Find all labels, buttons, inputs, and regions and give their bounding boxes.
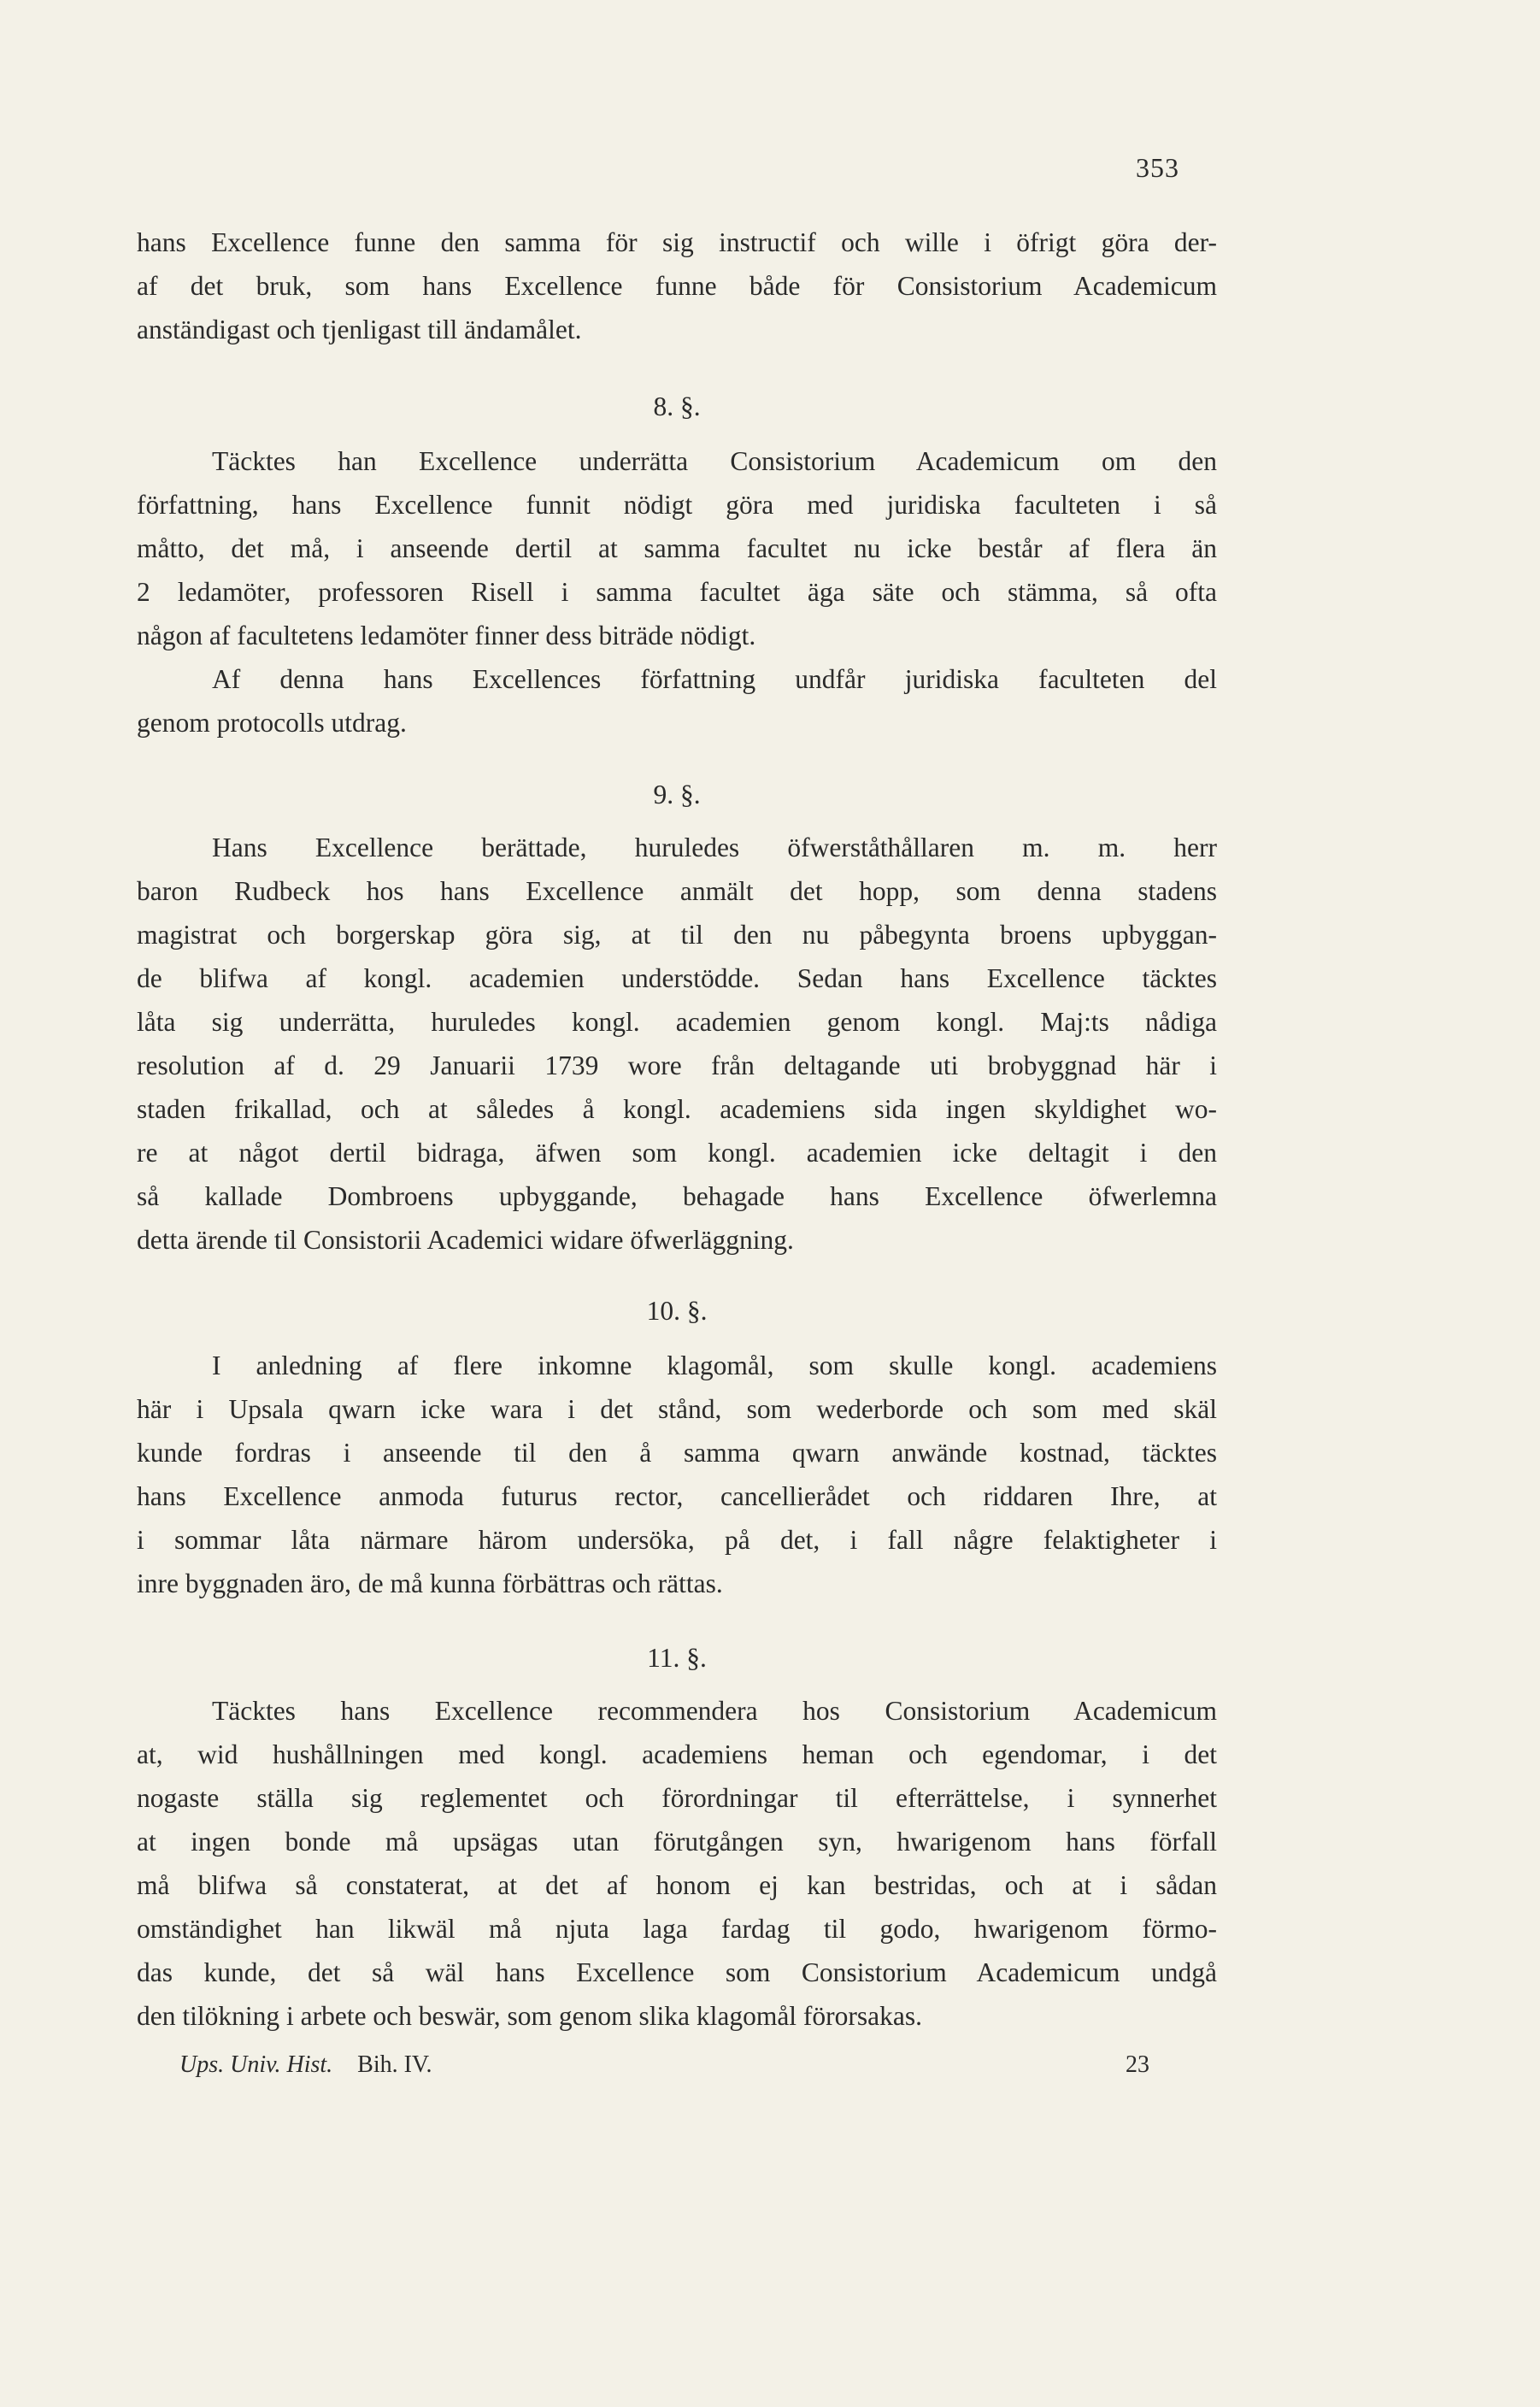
section-heading: 10. §. (646, 1296, 708, 1326)
text-line: at ingen bonde må upsägas utan förutgången syn, hwarigenom hans förfall (137, 1827, 1217, 1857)
text-line: das kunde, det så wäl hans Excellence som Consistorium Academicum undgå (137, 1957, 1217, 1987)
footer-source: Ups. Univ. Hist. (179, 2051, 333, 2078)
text-line: 2 ledamöter, professoren Risell i samma facultet äga säte och stämma, så ofta (137, 577, 1217, 607)
text-line: Af denna hans Excellences författning undfår juridiska faculteten del (212, 664, 1217, 694)
text-line: måtto, det må, i anseende dertil at samma facultet nu icke består af flera än (137, 533, 1217, 563)
section-heading: 8. §. (653, 391, 701, 421)
text-line: af det bruk, som hans Excellence funne både för Consistorium Academicum (137, 271, 1217, 301)
text-line: anständigast och tjenligast till ändamålet. (137, 315, 582, 344)
text-line: hans Excellence funne den samma för sig instructif och wille i öfrigt göra der- (137, 227, 1217, 257)
text-line: I anledning af flere inkomne klagomål, som skulle kongl. academiens (212, 1351, 1217, 1380)
text-line: baron Rudbeck hos hans Excellence anmält det hopp, som denna stadens (137, 876, 1217, 906)
text-line: nogaste ställa sig reglementet och förordningar til efterrättelse, i synnerhet (137, 1783, 1217, 1813)
page-footer (179, 2050, 1149, 2080)
text-line: låta sig underrätta, huruledes kongl. academien genom kongl. Maj:ts nådiga (137, 1007, 1217, 1037)
text-line: inre byggnaden äro, de må kunna förbättras och rättas. (137, 1568, 723, 1598)
footer-sheet-number: 23 (1126, 2051, 1149, 2078)
text-line: at, wid hushållningen med kongl. academiens heman och egendomar, i det (137, 1739, 1217, 1769)
section-heading: 9. §. (653, 780, 701, 809)
text-line: resolution af d. 29 Januarii 1739 wore från deltagande uti brobyggnad här i (137, 1050, 1217, 1080)
text-line: genom protocolls utdrag. (137, 708, 407, 738)
text-line: så kallade Dombroens upbyggande, behagade hans Excellence öfwerlemna (137, 1181, 1217, 1211)
text-line: detta ärende til Consistorii Academici widare öfwerläggning. (137, 1225, 794, 1255)
paragraph (137, 221, 1217, 351)
paragraph (137, 1689, 1217, 2038)
text-line: någon af facultetens ledamöter finner dess biträde nödigt. (137, 621, 756, 650)
text-line: magistrat och borgerskap göra sig, at til den nu påbegynta broens upbyggan- (137, 920, 1217, 950)
page-number: 353 (1136, 152, 1179, 183)
footer-volume: Bih. IV. (357, 2051, 432, 2078)
text-line: de blifwa af kongl. academien understödde. Sedan hans Excellence täcktes (137, 963, 1217, 993)
text-line: Täcktes han Excellence underrätta Consistorium Academicum om den (212, 446, 1217, 476)
text-line: staden frikallad, och at således å kongl. academiens sida ingen skyldighet wo- (137, 1094, 1217, 1124)
text-line: författning, hans Excellence funnit nödigt göra med juridiska faculteten i så (137, 490, 1217, 520)
text-line: Täcktes hans Excellence recommendera hos Consistorium Academicum (212, 1696, 1217, 1726)
text-line: Hans Excellence berättade, huruledes öfwerståthållaren m. m. herr (212, 833, 1217, 862)
paragraph (137, 439, 1217, 744)
section-heading: 11. §. (647, 1643, 707, 1673)
text-line: i sommar låta närmare härom undersöka, på det, i fall någre felaktigheter i (137, 1525, 1217, 1555)
text-line: här i Upsala qwarn icke wara i det stånd, som wederborde och som med skäl (137, 1394, 1217, 1424)
text-line: må blifwa så constaterat, at det af honom ej kan bestridas, och at i sådan (137, 1870, 1217, 1900)
text-line: kunde fordras i anseende til den å samma qwarn anwände kostnad, täcktes (137, 1438, 1217, 1468)
text-line: den tilökning i arbete och beswär, som genom slika klagomål förorsakas. (137, 2001, 923, 2031)
text-line: omständighet han likwäl må njuta laga fardag til godo, hwarigenom förmo- (137, 1914, 1217, 1944)
paragraph (137, 1344, 1217, 1605)
text-line: re at något dertil bidraga, äfwen som kongl. academien icke deltagit i den (137, 1138, 1217, 1168)
paragraph (137, 826, 1217, 1262)
text-line: hans Excellence anmoda futurus rector, cancellierådet och riddaren Ihre, at (137, 1481, 1217, 1511)
